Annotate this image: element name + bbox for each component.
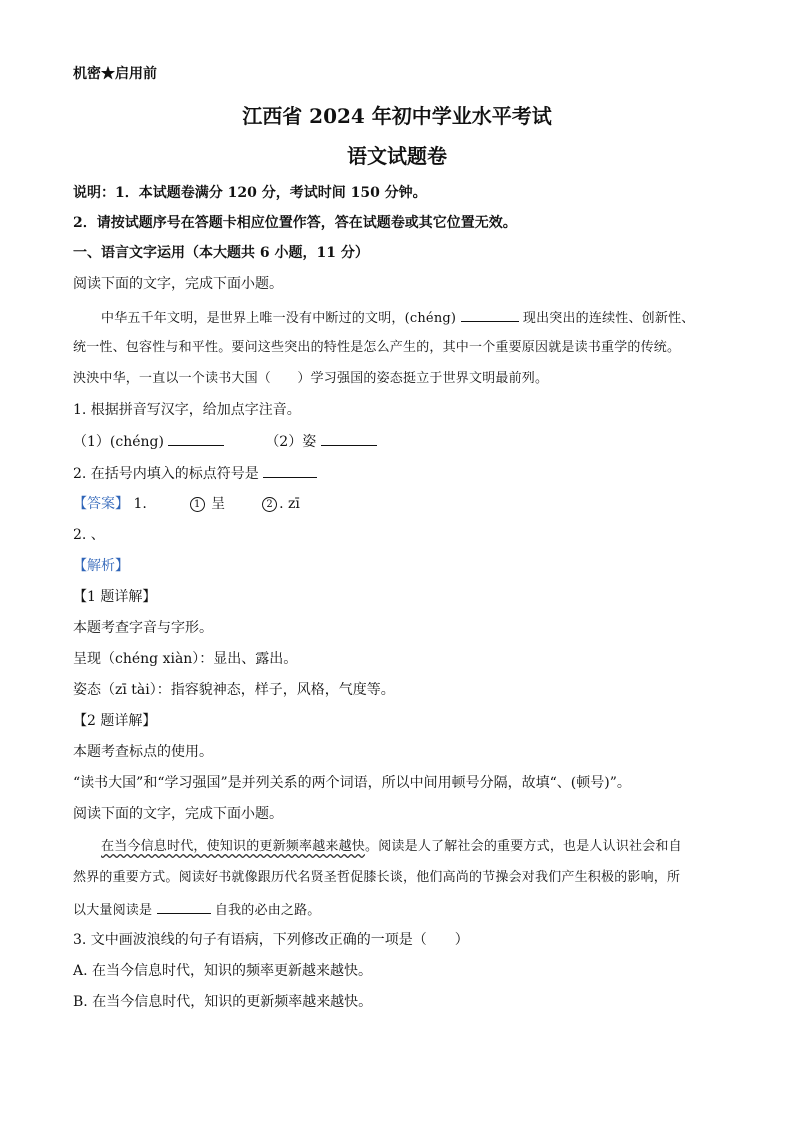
passage-2-text-rest: 。阅读是人了解社会的重要方式，也是人认识社会和自 <box>365 839 682 854</box>
question-1: 1. 根据拼音写汉字，给加点字注音。 <box>73 402 301 418</box>
question-2 <box>73 463 317 484</box>
wavy-underlined-sentence: 在当今信息时代，使知识的更新频率越来越快 <box>101 839 366 854</box>
option-b[interactable]: B. 在当今信息时代，知识的更新频率越来越快。 <box>73 994 373 1010</box>
question-2-text: 2. 在括号内填入的标点符号是 <box>73 466 259 482</box>
reading-intro-1: 阅读下面的文字，完成下面小题。 <box>73 276 283 292</box>
passage-1-line-1 <box>101 307 694 329</box>
detail-1-text-b: 呈现（chéng xiàn）：显出、露出。 <box>73 651 298 667</box>
passage-1-line-3: 泱泱中华，一直以一个读书大国（ ）学习强国的姿态挺立于世界文明最前列。 <box>73 371 549 386</box>
question-1-part-1: （1）(chéng) <box>73 434 164 450</box>
circled-two: 2 <box>262 497 277 512</box>
passage-1-text-a: 中华五千年文明，是世界上唯一没有中断过的文明，(chéng) <box>101 311 457 326</box>
circled-one: 1 <box>190 497 205 512</box>
answer-blank-cheng[interactable] <box>461 307 519 322</box>
option-a[interactable]: A. 在当今信息时代，知识的频率更新越来越快。 <box>73 963 373 979</box>
detail-2-text-b: “读书大国”和“学习强国”是并列关系的两个词语，所以中间用顿号分隔，故填“、(顿号)”。 <box>73 775 631 791</box>
answer-number: 1. <box>133 496 147 512</box>
detail-1-label: 【1 题详解】 <box>73 589 157 605</box>
answer-blank-4[interactable] <box>157 899 211 914</box>
answer-2: 2. 、 <box>73 527 105 543</box>
passage-1-text-b: 现出突出的连续性、创新性、 <box>522 311 695 326</box>
passage-2-text-b: 自我的必由之路。 <box>214 903 321 918</box>
detail-2-text-a: 本题考查标点的使用。 <box>73 744 213 760</box>
detail-1-text-a: 本题考查字音与字形。 <box>73 620 213 636</box>
answer-blank-2[interactable] <box>321 431 377 446</box>
detail-1-text-c: 姿态（zī tài）：指容貌神态，样子，风格，气度等。 <box>73 682 395 698</box>
section-heading: 一、语言文字运用（本大题共 6 小题，11 分） <box>73 245 369 261</box>
question-1-part-2: （2）姿 <box>265 434 317 450</box>
answer-blank-3[interactable] <box>263 463 317 478</box>
answer-value-2: . zī <box>279 496 300 512</box>
exam-subtitle: 语文试题卷 <box>347 144 447 168</box>
reading-intro-2: 阅读下面的文字，完成下面小题。 <box>73 806 283 822</box>
answer-value-1: 呈 <box>211 496 226 512</box>
passage-2-line-1 <box>101 837 682 857</box>
answer-blank-1[interactable] <box>168 431 224 446</box>
answer-label: 【答案】 <box>73 496 129 512</box>
detail-2-label: 【2 题详解】 <box>73 713 157 729</box>
question-1-parts <box>73 431 377 452</box>
passage-2-line-2: 然界的重要方式。阅读好书就像跟历代名贤圣哲促膝长谈，他们高尚的节操会对我们产生积极的影响，所 <box>73 870 681 885</box>
passage-1-line-2: 统一性、包容性与和平性。要问这些突出的特性是怎么产生的，其中一个重要原因就是读书重学的传统。 <box>73 340 681 355</box>
analysis-label: 【解析】 <box>73 558 129 574</box>
question-3: 3. 文中画波浪线的句子有语病，下列修改正确的一项是（ ） <box>73 932 469 948</box>
instruction-1: 说明：1．本试题卷满分 120 分，考试时间 150 分钟。 <box>73 185 427 201</box>
answer-line <box>73 494 300 514</box>
instruction-2: 2．请按试题序号在答题卡相应位置作答，答在试题卷或其它位置无效。 <box>73 215 517 231</box>
passage-2-text-a: 以大量阅读是 <box>73 903 153 918</box>
exam-title: 江西省 2024 年初中学业水平考试 <box>242 104 552 128</box>
passage-2-line-3 <box>73 899 321 921</box>
confidential-label: 机密★启用前 <box>73 66 157 82</box>
